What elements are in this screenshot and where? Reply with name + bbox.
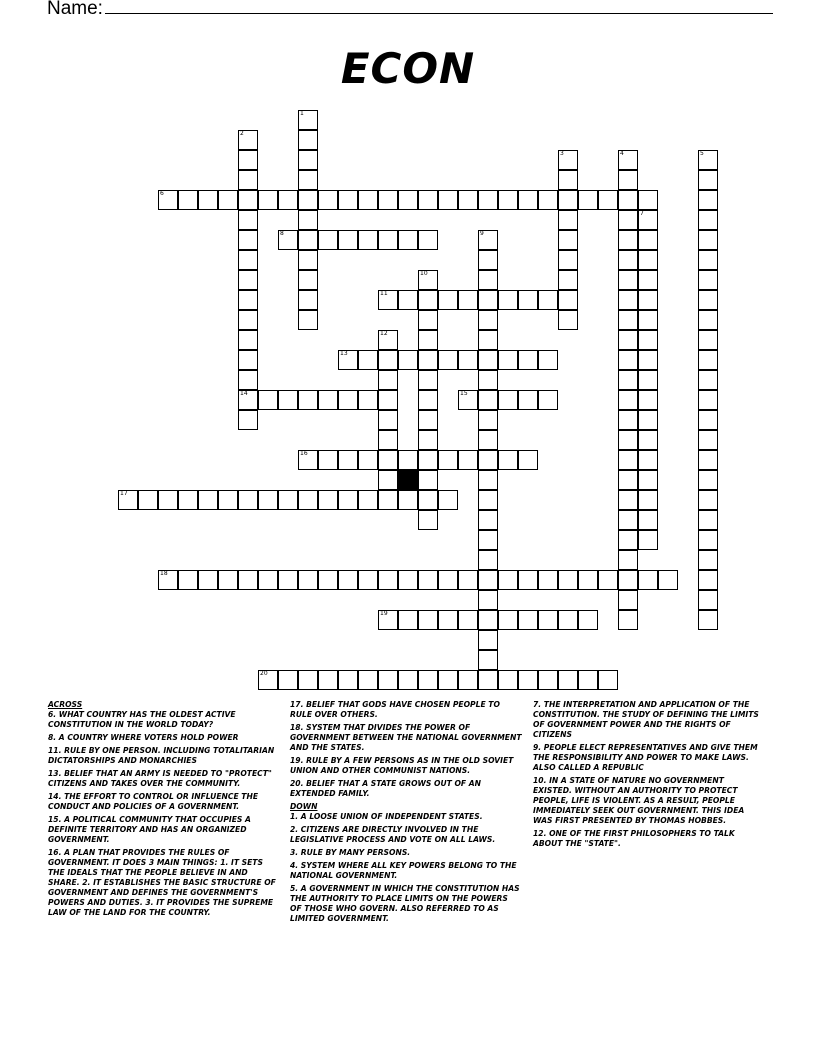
- clue-across: 11. RULE BY ONE PERSON. INCLUDING TOTALITARIAN DICTATORSHIPS AND MONARCHIES: [48, 746, 275, 765]
- clue-down: 2. CITIZENS ARE DIRECTLY INVOLVED IN THE LEGISLATIVE PROCESS AND VOTE ON ALL LAWS.: [290, 825, 496, 844]
- clue-number: 6: [160, 190, 164, 197]
- clue-number: 1: [300, 110, 304, 117]
- clue-number: 12: [380, 330, 388, 337]
- clue-number: 8: [280, 230, 284, 237]
- clue-across: 8. A COUNTRY WHERE VOTERS HOLD POWER: [48, 733, 239, 742]
- clue-across: 13. BELIEF THAT AN ARMY IS NEEDED TO "PROTECT" CITIZENS AND TAKES OVER THE COMMUNITY.: [48, 769, 272, 788]
- clue-number: 5: [700, 150, 704, 157]
- clue-number: 14: [240, 390, 248, 397]
- clue-number: 3: [560, 150, 564, 157]
- clue-down: 4. SYSTEM WHERE ALL KEY POWERS BELONG TO THE NATIONAL GOVERNMENT.: [290, 861, 517, 880]
- clue-column-3: [533, 700, 765, 852]
- clue-number: 11: [380, 290, 388, 297]
- clue-number: 16: [300, 450, 308, 457]
- clue-number: 18: [160, 570, 168, 577]
- clue-down: 9. PEOPLE ELECT REPRESENTATIVES AND GIVE THEM THE RESPONSIBILITY AND POWER TO MAKE LAWS. ALSO CALLED A REPUBLIC: [533, 743, 758, 772]
- clue-across: 16. A PLAN THAT PROVIDES THE RULES OF GOVERNMENT. IT DOES 3 MAIN THINGS: 1. IT SETS THE IDEALS THAT THE PEOPLE BELIEVE IN AND SHARE. 2. IT ESTABLISHES THE BASIC STRUCTURE OF GOVERNMENT AND DEFINES THE GOVERNMENT'S POWERS AND DUTIES. 3. IT PROVIDES THE SUPREME LAW OF THE LAND FOR THE COUNTRY.: [48, 848, 276, 917]
- clue-across: 6. WHAT COUNTRY HAS THE OLDEST ACTIVE CONSTITUTION IN THE WORLD TODAY?: [48, 710, 236, 729]
- clue-column-2: [290, 700, 522, 927]
- clue-across: 19. RULE BY A FEW PERSONS AS IN THE OLD SOVIET UNION AND OTHER COMMUNIST NATIONS.: [290, 756, 514, 775]
- clue-down: 12. ONE OF THE FIRST PHILOSOPHERS TO TALK ABOUT THE "STATE".: [533, 829, 735, 848]
- clue-across: 20. BELIEF THAT A STATE GROWS OUT OF AN EXTENDED FAMILY.: [290, 779, 481, 798]
- clue-number: 13: [340, 350, 348, 357]
- clue-down: 7. THE INTERPRETATION AND APPLICATION OF THE CONSTITUTION. THE STUDY OF DEFINING THE LIMITS OF GOVERNMENT POWER AND THE RIGHTS OF CITIZENS: [533, 700, 759, 739]
- clue-down: 5. A GOVERNMENT IN WHICH THE CONSTITUTION HAS THE AUTHORITY TO PLACE LIMITS ON THE POWERS OF THOSE WHO GOVERN. ALSO REFERRED TO AS LIMITED GOVERNMENT.: [290, 884, 520, 923]
- clue-number: 15: [460, 390, 468, 397]
- clue-column-1: [48, 700, 280, 921]
- across-heading: ACROSS: [48, 700, 83, 709]
- clue-number: 9: [480, 230, 484, 237]
- clue-number: 20: [260, 670, 268, 677]
- clue-across: 14. THE EFFORT TO CONTROL OR INFLUENCE THE CONDUCT AND POLICIES OF A GOVERNMENT.: [48, 792, 259, 811]
- down-heading: DOWN: [290, 802, 318, 811]
- clue-down: 1. A LOOSE UNION OF INDEPENDENT STATES.: [290, 812, 483, 821]
- clue-number: 4: [620, 150, 624, 157]
- clue-number: 17: [120, 490, 128, 497]
- clue-number: 19: [380, 610, 388, 617]
- name-label: Name:: [47, 0, 103, 19]
- clue-number: 10: [420, 270, 428, 277]
- clue-down: 3. RULE BY MANY PERSONS.: [290, 848, 411, 857]
- clue-across: 18. SYSTEM THAT DIVIDES THE POWER OF GOVERNMENT BETWEEN THE NATIONAL GOVERNMENT AND THE STATES.: [290, 723, 522, 752]
- clue-down: 10. IN A STATE OF NATURE NO GOVERNMENT EXISTED. WITHOUT AN AUTHORITY TO PROTECT PEOPLE, LIFE IS VIOLENT. AS A RESULT, PEOPLE IMMEDIATELY SEEK OUT GOVERNMENT. THIS IDEA WAS FIRST PRESENTED BY THOMAS HOBBES.: [533, 776, 745, 825]
- clue-across: 17. BELIEF THAT GODS HAVE CHOSEN PEOPLE TO RULE OVER OTHERS.: [290, 700, 500, 719]
- clue-across: 15. A POLITICAL COMMUNITY THAT OCCUPIES A DEFINITE TERRITORY AND HAS AN ORGANIZED GOVERNMENT.: [48, 815, 251, 844]
- clue-number: 2: [240, 130, 244, 137]
- puzzle-title: ECON: [340, 44, 476, 93]
- clue-number: 7: [640, 210, 644, 217]
